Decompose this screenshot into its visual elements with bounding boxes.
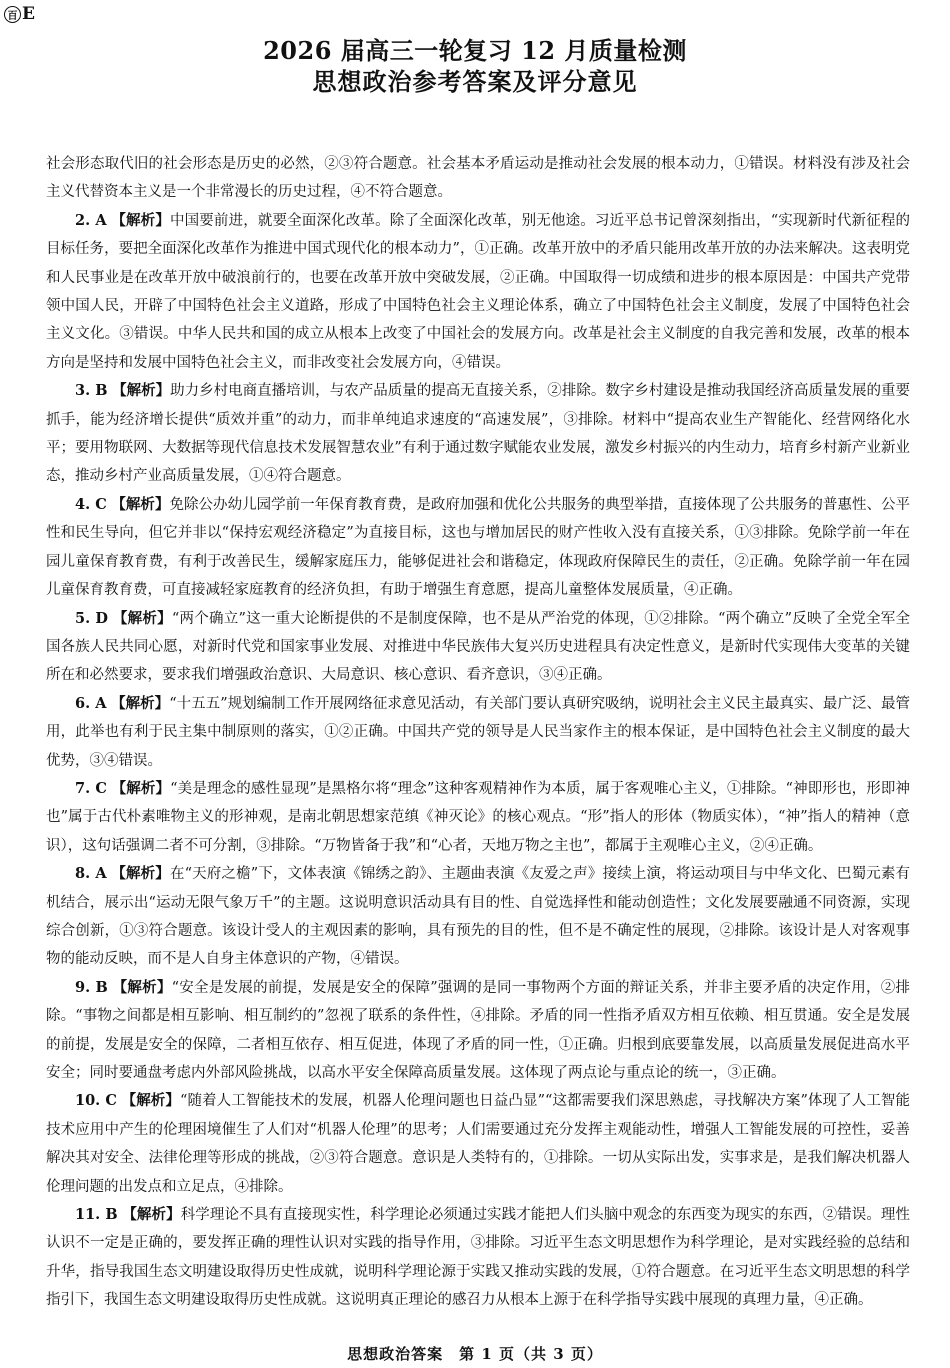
analysis-text: 中国要前进，就要全面深化改革。除了全面深化改革，别无他途。习近平总书记曾深刻指出，“实现新时代新征程的目标任务，要把全面深化改革作为推进中国式现代化的根本动力”，①正确。改革开放中的矛盾只能用改革开放的办法来解决。这表明党和人民事业是在改革开放中破浪前行的，也要在改革开放中突破发展，②正确。中国取得一切成绩和进步的根本原因是：中国共产党带领中国人民，开辟了中国特色社会主义道路，形成了中国特色社会主义理论体系，确立了中国特色社会主义制度，发展了中国特色社会主义文化。③错误。中华人民共和国的成立从根本上改变了中国社会的发展方向。改革是社会主义制度的自我完善和发展，改革的根本方向是坚持和发展中国特色社会主义，而非改变社会发展方向，④错误。 (46, 212, 910, 371)
analysis-text: “两个确立”这一重大论断提供的不是制度保障，也不是从严治党的体现，①②排除。“两个确立”反映了全党全军全国各族人民共同心愿，对新时代党和国家事业发展、对推进中华民族伟大复兴历史进程具有决定性意义，是新时代实现伟大变革的关键所在和必然要求，要求我们增强政治意识、大局意识、核心意识、看齐意识，③④正确。 (46, 610, 911, 684)
analysis-text: “十五五”规划编制工作开展网络征求意见活动，有关部门要认真研究吸纳，说明社会主义民主最真实、最广泛、最管用，此举也有利于民主集中制原则的落实，①②正确。中国共产党的领导是人民当家作主的根本保证，是中国特色社会主义制度的最大优势，③④错误。 (46, 695, 911, 769)
document-title: 思想政治参考答案及评分意见 (312, 68, 638, 96)
answer-item (46, 377, 910, 491)
answer-number: 7. C (75, 779, 107, 797)
answer-item (46, 860, 910, 974)
badge-letter: E (22, 4, 35, 24)
answer-number: 11. B (75, 1206, 118, 1224)
answer-item (46, 690, 910, 775)
analysis-tag: 【解析】 (111, 211, 170, 229)
answer-number: 8. A (75, 865, 107, 883)
analysis-tag: 【解析】 (112, 978, 172, 996)
analysis-tag: 【解析】 (111, 694, 170, 712)
analysis-text: 免除公办幼儿园学前一年保育教育费，是政府加强和优化公共服务的典型举措，直接体现了公共服务的普惠性、公平性和民生导向，但它并非以“保持宏观经济稳定”为直接目标，这也与增加居民的财产性收入没有直接关系，①③排除。免除学前一年在园儿童保育教育费，有利于改善民生，缓解家庭压力，能够促进社会和谐稳定，体现政府保障民生的责任，②正确。免除学前一年在园儿童保育教育费，可直接减轻家庭教育的经济负担，有助于增强生育意愿，提高儿童整体发展质量，④正确。 (46, 496, 911, 599)
answer-content (46, 150, 910, 1315)
answer-number: 6. A (75, 694, 107, 712)
analysis-text: 科学理论不具有直接现实性，科学理论必须通过实践才能把人们头脑中观念的东西变为现实的东西，②错误。理性认识不一定是正确的，要发挥正确的理性认识对实践的指导作用，③排除。习近平生态文明思想作为科学理论，是对实践经验的总结和升华，指导我国生态文明建设取得历史性成就，说明科学理论源于实践又推动实践的发展，①符合题意。在习近平生态文明思想的科学指引下，我国生态文明建设取得历史性成就。这说明真正理论的感召力从根本上源于在科学指导实践中展现的真理力量，④正确。 (46, 1207, 911, 1309)
answer-item (46, 974, 910, 1088)
analysis-tag: 【解析】 (111, 865, 170, 883)
answer-number: 3. B (75, 382, 108, 400)
analysis-text: 助力乡村电商直播培训，与农产品质量的提高无直接关系，②排除。数字乡村建设是推动我国经济高质量发展的重要抓手，能为经济增长提供“质效并重”的动力，而非单纯追求速度的“高速发展”，③排除。材料中“提高农业生产智能化、经营网络化水平；要用物联网、大数据等现代信息技术发展智慧农业”有利于通过数字赋能农业发展，激发乡村振兴的内生动力，培育乡村新产业新业态，推动乡村产业高质量发展，①④符合题意。 (46, 383, 910, 485)
answer-item (46, 491, 910, 605)
analysis-text: 在“天府之檐”下，文体表演《锦绣之韵》、主题曲表演《友爱之声》接续上演，将运动项目与中华文化、巴蜀元素有机结合，展示出“运动无限气象万千”的主题。这说明意识活动具有目的性、自觉选择性和能动创造性；文化发展要融通不同资源，实现综合创新，①③符合题意。该设计受人的主观因素的影响，具有预先的目的性，但不是不确定性的展现，②排除。该设计是人对客观事物的能动反映，而不是人自身主体意识的产物，④错误。 (46, 866, 911, 968)
answer-item (46, 1087, 910, 1201)
exam-badge (4, 4, 35, 24)
analysis-tag: 【解析】 (112, 609, 172, 627)
analysis-text: “随着人工智能技术的发展，机器人伦理问题也日益凸显”“这都需要我们深思熟虑，寻找解决方案”体现了人工智能技术应用中产生的伦理困境催生了人们对“机器人伦理”的思考；人们需要通过充分发挥主观能动性，增强人工智能发展的可控性，妥善解决其对安全、法律伦理等形成的挑战，②③符合题意。意识是人类特有的，①排除。一切从实际出发，实事求是，是我们解决机器人伦理问题的出发点和立足点，④排除。 (46, 1093, 910, 1195)
analysis-tag: 【解析】 (121, 1092, 180, 1110)
badge-circle-icon: 百 (4, 6, 21, 23)
answer-item (46, 207, 910, 377)
exam-title: 2026 届高三一轮复习 12 月质量检测 (263, 36, 687, 65)
answer-number: 5. D (75, 609, 109, 627)
answer-item (46, 775, 910, 860)
answer-number: 10. C (75, 1092, 117, 1110)
answer-list (46, 207, 910, 1315)
answer-item (46, 605, 910, 690)
analysis-text: “美是理念的感性显现”是黑格尔将“理念”这种客观精神作为本质，属于客观唯心主义，①排除。“神即形也，形即神也”属于古代朴素唯物主义的形神观，是南北朝思想家范缜《神灭论》的核心观点。“形”指人的形体（物质实体），“神”指人的精神（意识），这句话强调二者不可分割，③排除。“万物皆备于我”和“心者，天地万物之主也”，都属于主观唯心主义，②④正确。 (46, 780, 911, 854)
analysis-tag: 【解析】 (111, 495, 170, 513)
answer-number: 4. C (75, 495, 107, 513)
analysis-text: “安全是发展的前提，发展是安全的保障”强调的是同一事物两个方面的辩证关系，并非主要矛盾的决定作用，②排除。“事物之间都是相互影响、相互制约的”忽视了联系的条件性，④排除。矛盾的同一性指矛盾双方相互依赖、相互贯通。安全是发展的前提，发展是安全的保障，二者相互依存、相互促进，体现了矛盾的同一性，①正确。归根到底要靠发展，以高质量发展促进高水平安全；同时要通盘考虑内外部风险挑战，以高水平安全保障高质量发展。这体现了两点论与重点论的统一，③正确。 (46, 979, 910, 1081)
answer-item (46, 1201, 910, 1315)
answer-number: 2. A (75, 211, 107, 229)
title-block (0, 36, 950, 98)
analysis-tag: 【解析】 (122, 1206, 181, 1224)
page-footer: 思想政治答案 第 1 页（共 3 页） (347, 1345, 603, 1363)
analysis-tag: 【解析】 (111, 779, 171, 797)
intro-paragraph: 社会形态取代旧的社会形态是历史的必然，②③符合题意。社会基本矛盾运动是推动社会发展的根本动力，①错误。材料没有涉及社会主义代替资本主义是一个非常漫长的历史过程，④不符合题意。 (46, 156, 910, 201)
answer-number: 9. B (75, 978, 108, 996)
analysis-tag: 【解析】 (112, 382, 171, 400)
